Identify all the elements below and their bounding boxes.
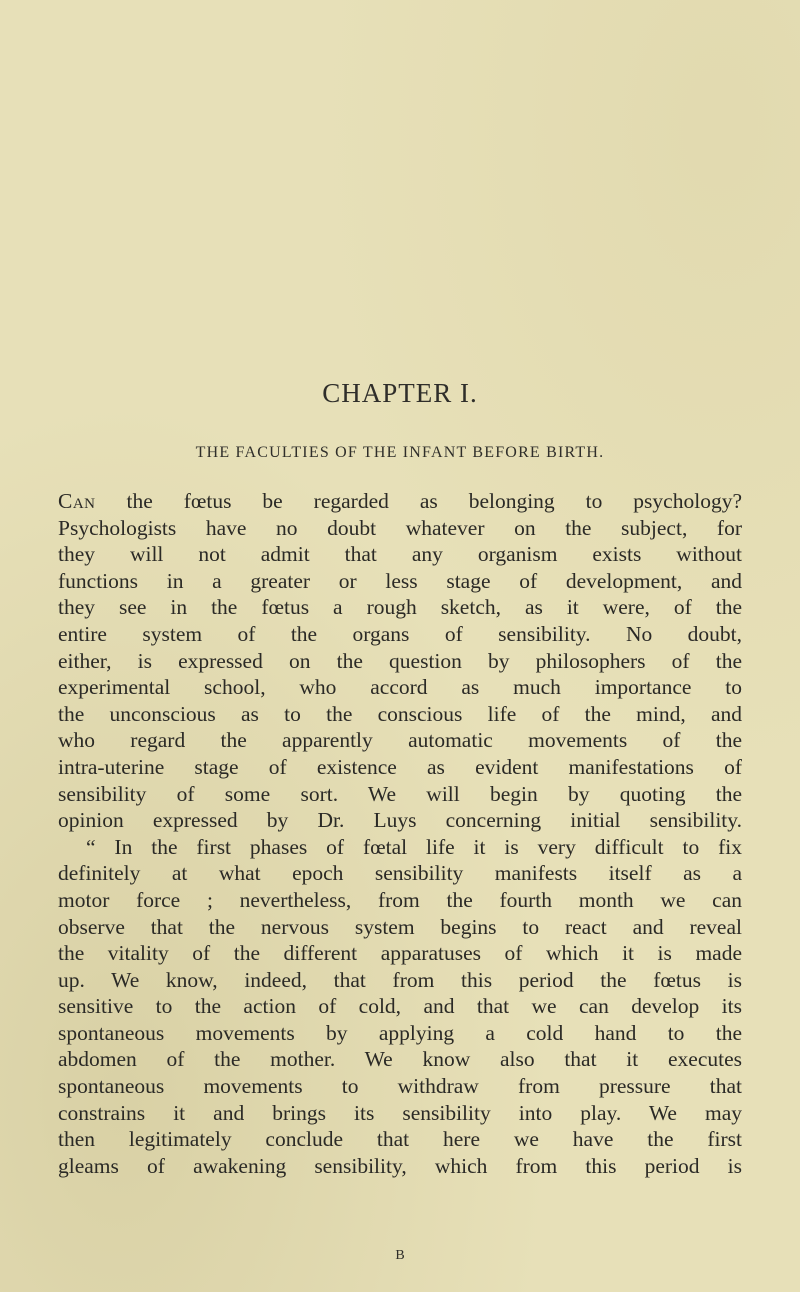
text-line: entire system of the organs of sensibility. No doubt,: [58, 621, 742, 646]
text-line: spontaneous movements to withdraw from pressure that: [58, 1074, 742, 1099]
text-line: “ In the first phases of fœtal life it is very difficult to fix: [86, 834, 742, 859]
text-line: Psychologists have no doubt whatever on the subject, for: [58, 515, 742, 540]
text-line: up. We know, indeed, that from this period the fœtus is: [58, 967, 742, 992]
signature-mark: B: [395, 1248, 405, 1263]
chapter-subtitle: THE FACULTIES OF THE INFANT BEFORE BIRTH.: [195, 444, 605, 461]
text-line: motor force ; nevertheless, from the fourth month we can: [58, 887, 742, 912]
text-line: sensibility of some sort. We will begin by quoting the: [58, 781, 742, 806]
text-line: gleams of awakening sensibility, which from this period is: [58, 1153, 742, 1178]
text-line: spontaneous movements by applying a cold hand to the: [58, 1020, 742, 1045]
text-line: then legitimately conclude that here we have the first: [58, 1127, 742, 1152]
text-line: functions in a greater or less stage of development, and: [58, 568, 742, 593]
text-line: sensitive to the action of cold, and that we can develop its: [58, 994, 742, 1019]
text-line: who regard the apparently automatic movements of the: [58, 728, 742, 753]
text-line: they see in the fœtus a rough sketch, as it were, of the: [58, 595, 742, 620]
text-line: [58, 488, 742, 515]
text-line: constrains it and brings its sensibility into play. We may: [58, 1100, 742, 1125]
text-line: the unconscious as to the conscious life of the mind, and: [58, 701, 742, 726]
body-text: [58, 488, 742, 1179]
text-line: opinion expressed by Dr. Luys concerning initial sensibility.: [58, 808, 742, 833]
text-line: observe that the nervous system begins to react and reveal: [58, 914, 742, 939]
first-line-rest: the fœtus be regarded as belonging to psychology?: [95, 489, 742, 513]
text-line: experimental school, who accord as much importance to: [58, 675, 742, 700]
text-line: definitely at what epoch sensibility manifests itself as a: [58, 861, 742, 886]
text-line: abdomen of the mother. We know also that it executes: [58, 1047, 742, 1072]
text-line: they will not admit that any organism exists without: [58, 542, 742, 567]
text-line: either, is expressed on the question by philosophers of the: [58, 648, 742, 673]
text-line: the vitality of the different apparatuses of which it is made: [58, 941, 742, 966]
drop-word: Can: [58, 489, 96, 513]
text-line: intra-uterine stage of existence as evident manifestations of: [58, 754, 742, 779]
chapter-heading: CHAPTER I.: [322, 378, 478, 408]
